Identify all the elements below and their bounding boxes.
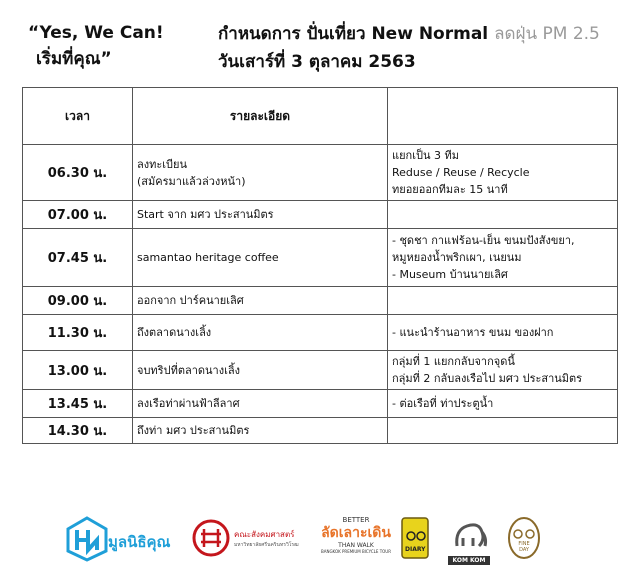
row-time: 11.30 น. [23, 315, 133, 351]
table-row [23, 390, 618, 418]
table-row [23, 229, 618, 287]
row-detail-line: Start จาก มศว ประสานมิตร [137, 208, 274, 221]
foundation-logo [66, 516, 176, 566]
komkom-text: KOM KOM [448, 556, 490, 565]
heading [218, 20, 600, 76]
schedule-table [22, 87, 618, 444]
header-time: เวลา [23, 88, 133, 145]
row-note-line: ทยอยออกทีมละ 15 นาที [392, 183, 508, 196]
header-note [388, 88, 618, 145]
row-time: 06.30 น. [23, 145, 133, 201]
faculty-seal-icon [192, 516, 230, 560]
table-row [23, 418, 618, 444]
row-note-line: Reduse / Reuse / Recycle [392, 166, 530, 179]
row-note-line: หมูหยองน้ำพริกเผา, เนยนม [392, 251, 522, 264]
table-row [23, 201, 618, 229]
btw-main: ลัดเลาะเดิน [321, 525, 391, 541]
row-time: 07.00 น. [23, 201, 133, 229]
header-detail: รายละเอียด [133, 88, 388, 145]
event-date: วันเสาร์ที่ 3 ตุลาคม 2563 [218, 52, 416, 72]
row-detail [133, 201, 388, 229]
faculty-text-line1: คณะสังคมศาสตร์ [234, 530, 295, 539]
row-time: 13.00 น. [23, 351, 133, 390]
row-detail-line: samantao heritage coffee [137, 251, 279, 264]
row-detail [133, 315, 388, 351]
row-time: 09.00 น. [23, 287, 133, 315]
faculty-logo [192, 516, 312, 566]
btw-top: BETTER [342, 516, 370, 524]
foundation-mark-icon [66, 516, 108, 562]
row-note [388, 201, 618, 229]
row-note [388, 351, 618, 390]
fine-day-logo [506, 516, 546, 566]
row-time: 07.45 น. [23, 229, 133, 287]
row-note-line: แยกเป็น 3 ทีม [392, 149, 459, 162]
page-title [218, 20, 600, 48]
foundation-logo-text: มูลนิธิคุณ [108, 533, 171, 551]
row-detail-line: (สมัครมาแล้วล่วงหน้า) [137, 174, 246, 188]
row-detail [133, 229, 388, 287]
row-note-line: กลุ่มที่ 1 แยกกลับจากจุดนี้ [392, 355, 515, 368]
row-note [388, 315, 618, 351]
row-note [388, 418, 618, 444]
better-than-walk-logo [318, 516, 394, 566]
row-note [388, 229, 618, 287]
row-detail-line: จบทริปที่ตลาดนางเลิ้ง [137, 363, 240, 377]
row-note-line: - ต่อเรือที่ ท่าประตูน้ำ [392, 397, 494, 410]
row-detail-line: ถึงตลาดนางเลิ้ง [137, 326, 212, 339]
diary-logo [400, 516, 432, 560]
row-detail-line: ลงทะเบียน [137, 157, 187, 171]
row-note-line: กลุ่มที่ 2 กลับลงเรือไป มศว ประสานมิตร [392, 372, 583, 385]
slogan-line2: เริ่มที่คุณ” [36, 49, 112, 69]
komkom-logo [444, 516, 494, 566]
row-detail [133, 418, 388, 444]
btw-sub1: THAN WALK [338, 542, 374, 549]
table-row [23, 315, 618, 351]
table-row [23, 145, 618, 201]
row-detail [133, 287, 388, 315]
row-detail [133, 145, 388, 201]
diary-text: DIARY [405, 546, 426, 553]
title-muted: ลดฝุ่น PM 2.5 [494, 24, 600, 44]
row-detail-line: ลงเรือท่าผ่านฟ้าลีลาศ [137, 397, 240, 410]
row-time: 14.30 น. [23, 418, 133, 444]
table-row [23, 351, 618, 390]
diary-book-icon [400, 516, 430, 560]
row-detail-line: ถึงท่า มศว ประสานมิตร [137, 424, 250, 437]
row-note-line: - แนะนำร้านอาหาร ขนม ของฝาก [392, 326, 554, 339]
row-detail [133, 351, 388, 390]
faculty-text-line2: มหาวิทยาลัยศรีนครินทรวิโรฒ [234, 542, 299, 548]
title-main: กำหนดการ ปั่นเที่ยว New Normal [218, 24, 489, 44]
table-header-row [23, 88, 618, 145]
sponsor-logos [66, 516, 576, 566]
row-note [388, 287, 618, 315]
slogan [28, 20, 164, 72]
row-note [388, 145, 618, 201]
elephant-icon [449, 516, 489, 552]
row-note [388, 390, 618, 418]
table-row [23, 287, 618, 315]
slogan-line1: “Yes, We Can! [28, 23, 164, 43]
fine-day-line2: DAY [519, 547, 529, 553]
schedule-body [23, 145, 618, 444]
row-note-line: - ชุดชา กาแฟร้อน-เย็น ขนมปังสังขยา, [392, 234, 575, 247]
fine-day-line1: FINE [518, 541, 530, 547]
row-note-line: - Museum บ้านนายเลิศ [392, 268, 508, 281]
row-detail [133, 390, 388, 418]
row-time: 13.45 น. [23, 390, 133, 418]
btw-sub2: BANGKOK PREMIUM BICYCLE TOUR [320, 549, 391, 554]
row-detail-line: ออกจาก ปาร์คนายเลิศ [137, 294, 244, 307]
fine-day-badge-icon [506, 516, 542, 560]
